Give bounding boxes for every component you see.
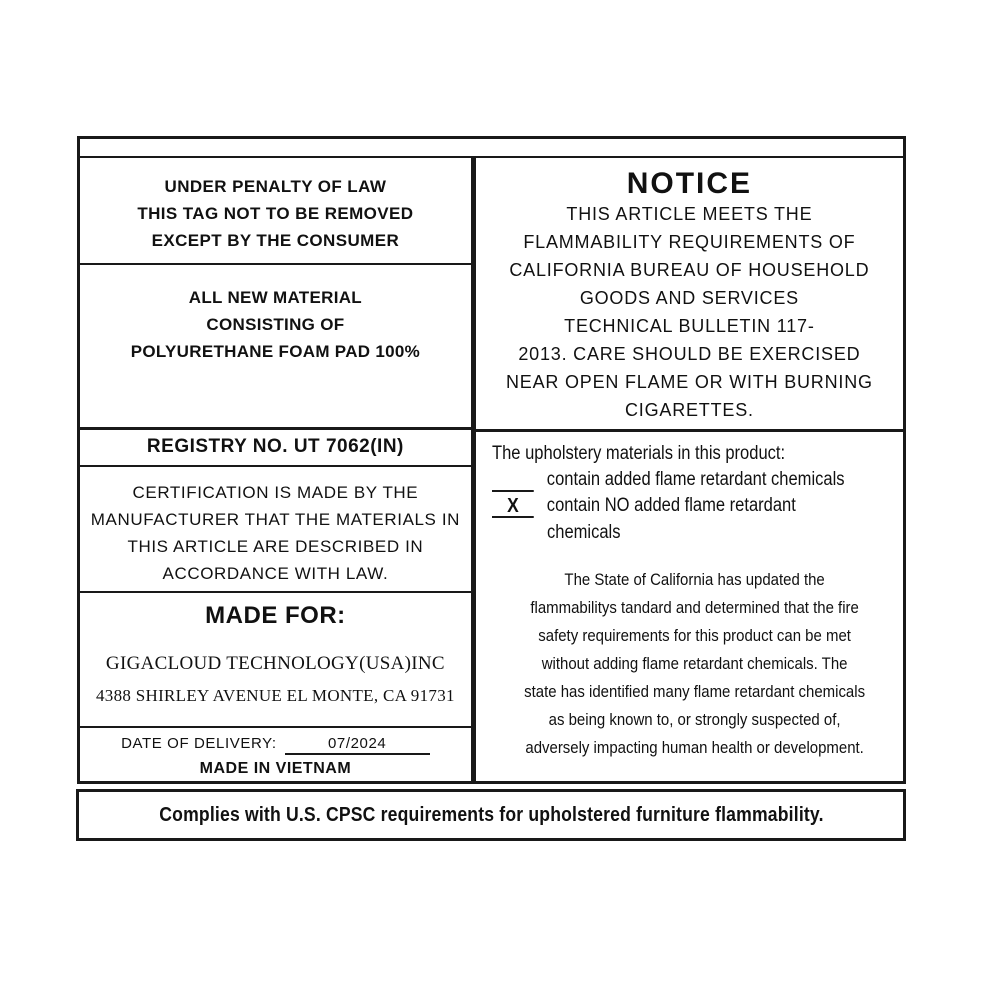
certification-line: CERTIFICATION IS MADE BY THE [132, 483, 419, 502]
right-column [476, 158, 903, 782]
made-in-text: MADE IN VIETNAM [199, 760, 352, 777]
notice-line: CIGARETTES. [624, 400, 754, 420]
delivery-date-value: 07/2024 [285, 735, 430, 755]
notice-section [476, 158, 903, 432]
statement-line: as being known to, or strongly suspected of, [548, 710, 841, 729]
notice-line: GOODS AND SERVICES [579, 288, 799, 308]
delivery-section [80, 728, 471, 782]
fr-option-continuation: chemicals [546, 522, 621, 543]
upholstery-intro: The upholstery materials in this product: [491, 443, 785, 464]
cpsc-compliance-text: Complies with U.S. CPSC requirements for upholstered furniture flammability. [158, 803, 824, 826]
notice-line: CALIFORNIA BUREAU OF HOUSEHOLD [509, 260, 870, 280]
statement-line: without adding flame retardant chemicals. The [541, 654, 848, 673]
law-label [77, 136, 906, 784]
made-for-section [80, 593, 471, 728]
notice-line: 2013. CARE SHOULD BE EXERCISED [518, 344, 861, 364]
top-strip [80, 139, 903, 158]
left-column [80, 158, 476, 782]
cpsc-compliance-bar [76, 789, 906, 841]
penalty-line: EXCEPT BY THE CONSUMER [151, 231, 400, 250]
fr-option-row-added [492, 466, 845, 492]
statement-line: adversely impacting human health or development. [525, 738, 864, 757]
statement-line: The State of California has updated the [564, 570, 825, 589]
penalty-section [80, 158, 471, 265]
delivery-row [80, 735, 471, 755]
fr-option-added-label: contain added flame retardant chemicals [546, 469, 845, 490]
statement-line: state has identified many flame retardant chemicals [523, 682, 865, 701]
fr-option-row-no-added [492, 492, 845, 518]
notice-line: THIS ARTICLE MEETS THE [566, 204, 813, 224]
notice-line: NEAR OPEN FLAME OR WITH BURNING [505, 372, 873, 392]
certification-line: ACCORDANCE WITH LAW. [162, 564, 389, 583]
certification-line: MANUFACTURER THAT THE MATERIALS IN [90, 510, 461, 529]
fr-option-no-added-label: contain NO added flame retardant [546, 495, 796, 516]
registry-section [80, 430, 471, 467]
statement-line: flammabilitys tandard and determined that the fire [530, 598, 859, 617]
penalty-line: THIS TAG NOT TO BE REMOVED [137, 204, 414, 223]
material-line: CONSISTING OF [206, 315, 345, 334]
delivery-label: DATE OF DELIVERY: [121, 735, 277, 752]
notice-line: TECHNICAL BULLETIN 117- [564, 316, 815, 336]
made-for-title: MADE FOR: [205, 602, 346, 629]
material-line: ALL NEW MATERIAL [188, 288, 362, 307]
registry-number: REGISTRY NO. UT 7062(IN) [146, 436, 404, 457]
certification-section [80, 467, 471, 593]
notice-line: FLAMMABILITY REQUIREMENTS OF [523, 232, 856, 252]
notice-title: NOTICE [626, 167, 753, 200]
material-line: POLYURETHANE FOAM PAD 100% [130, 342, 421, 361]
checkbox-x-mark: X [492, 496, 534, 518]
penalty-line: UNDER PENALTY OF LAW [164, 177, 387, 196]
flame-retardant-section [476, 432, 903, 782]
statement-line: safety requirements for this product can be met [538, 626, 851, 645]
company-name: GIGACLOUD TECHNOLOGY(USA)INC [105, 653, 445, 674]
california-statement [516, 566, 873, 762]
certification-line: THIS ARTICLE ARE DESCRIBED IN [127, 537, 424, 556]
material-section [80, 265, 471, 430]
company-address: 4388 SHIRLEY AVENUE EL MONTE, CA 91731 [96, 686, 455, 705]
label-columns [80, 158, 903, 782]
